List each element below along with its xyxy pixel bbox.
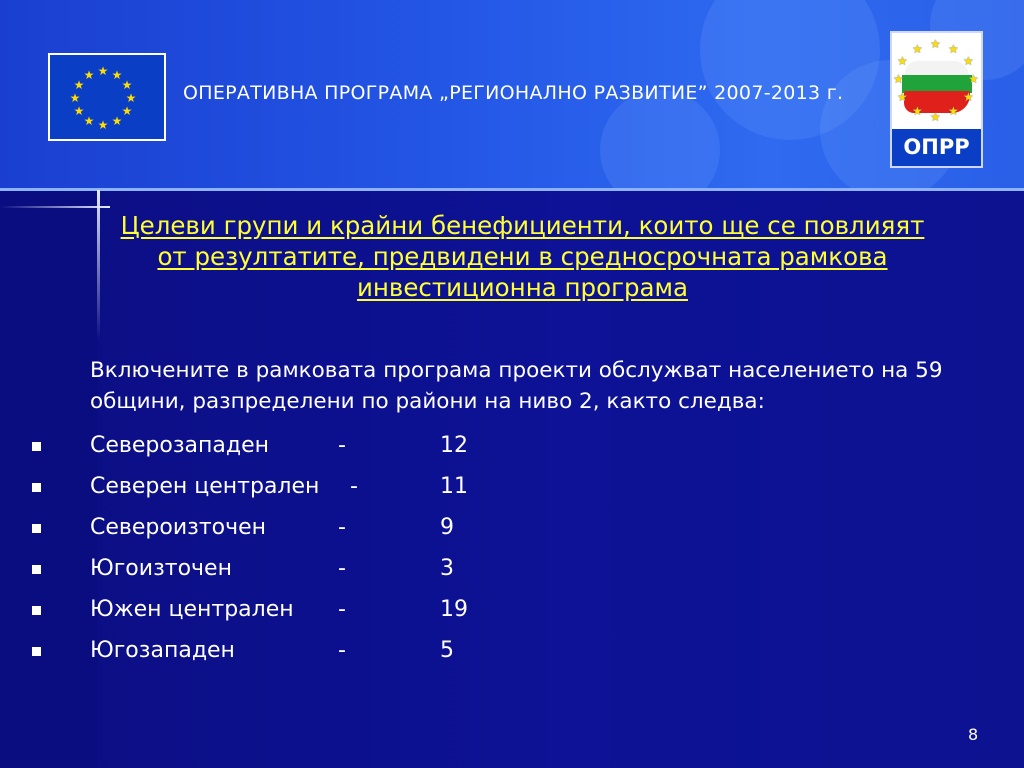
header-banner xyxy=(0,0,1024,190)
oprr-logo-icon: ★ ★ ★ ★ ★ ★ ★ ★ ★ ★ ★ ★ ОПРР xyxy=(890,31,983,168)
region-name: Северен централен xyxy=(90,474,320,499)
square-bullet-icon xyxy=(32,483,41,492)
heading-line-3: инвестиционна програма xyxy=(356,273,689,302)
slide-heading xyxy=(30,210,1015,303)
program-title: ОПЕРАТИВНА ПРОГРАМА „РЕГИОНАЛНО РАЗВИТИЕ” 2007-2013 г. xyxy=(183,82,844,104)
region-name: Северозападен xyxy=(90,433,269,458)
region-count: 11 xyxy=(440,474,468,499)
square-bullet-icon xyxy=(32,606,41,615)
region-name: Североизточен xyxy=(90,515,267,540)
square-bullet-icon xyxy=(32,565,41,574)
region-count: 3 xyxy=(440,556,454,581)
region-dash: - xyxy=(338,638,346,663)
region-dash: - xyxy=(338,433,346,458)
region-count: 19 xyxy=(440,597,468,622)
square-bullet-icon xyxy=(32,647,41,656)
region-name: Югоизточен xyxy=(90,556,232,581)
region-dash: - xyxy=(338,597,346,622)
heading-line-1: Целеви групи и крайни бенефициенти, които ще се повлияят xyxy=(120,211,925,240)
square-bullet-icon xyxy=(32,524,41,533)
region-count: 9 xyxy=(440,515,454,540)
intro-paragraph: Включените в рамковата програма проекти обслужват населението на 59 общини, разпределени по райони на ниво 2, както следва: xyxy=(90,358,943,414)
eu-flag-icon: ★ ★ ★ ★ ★ ★ ★ ★ ★ ★ ★ ★ xyxy=(48,53,166,141)
region-dash: - xyxy=(350,474,358,499)
puzzle-decoration xyxy=(600,90,720,190)
region-name: Южен централен xyxy=(90,597,294,622)
region-dash: - xyxy=(338,556,346,581)
page-number: 8 xyxy=(968,725,979,744)
region-name: Югозападен xyxy=(90,638,235,663)
square-bullet-icon xyxy=(32,442,41,451)
horizontal-accent-line xyxy=(0,206,110,208)
region-count: 5 xyxy=(440,638,454,663)
heading-line-2: от резултатите, предвидени в средносрочната рамкова xyxy=(157,242,888,271)
region-dash: - xyxy=(338,515,346,540)
oprr-logo-text: ОПРР xyxy=(892,129,981,166)
region-count: 12 xyxy=(440,433,468,458)
header-divider xyxy=(0,188,1024,191)
